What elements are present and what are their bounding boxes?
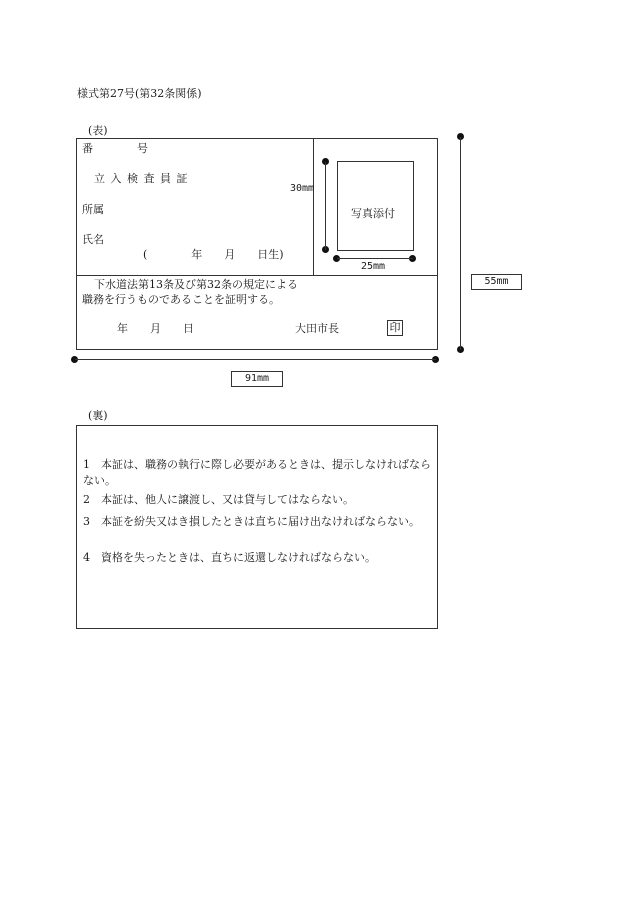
name-label: 氏名 bbox=[82, 233, 104, 246]
birthdate-line: ( 年 月 日生) bbox=[143, 248, 284, 261]
card-height-line bbox=[460, 137, 461, 350]
affiliation-label: 所属 bbox=[82, 203, 104, 216]
back-item-4: 4 資格を失ったときは、直ちに返還しなければならない。 bbox=[83, 551, 376, 564]
front-heading: (表) bbox=[88, 124, 108, 137]
photo-label: 写真添付 bbox=[351, 207, 395, 220]
photo-box bbox=[337, 161, 414, 251]
form-title: 様式第27号(第32条関係) bbox=[77, 87, 202, 100]
card-width-line bbox=[75, 359, 436, 360]
photo-height-line bbox=[325, 162, 326, 250]
card-title: 立 入 検 査 員 証 bbox=[94, 172, 189, 185]
photo-height-label: 30mm bbox=[290, 183, 315, 194]
card-height-label: 55mm bbox=[471, 274, 522, 290]
photo-width-line bbox=[337, 258, 413, 259]
issue-date-line: 年 月 日 bbox=[117, 322, 194, 335]
certification-line-1: 下水道法第13条及び第32条の規定による bbox=[94, 278, 298, 291]
number-label: 番 号 bbox=[82, 142, 148, 155]
card-width-label: 91mm bbox=[231, 371, 283, 387]
seal-mark: 印 bbox=[387, 320, 403, 336]
issuer-name: 大田市長 bbox=[295, 322, 339, 335]
photo-column-divider bbox=[313, 138, 314, 275]
front-card-divider bbox=[76, 275, 438, 276]
back-item-3: 3 本証を紛失又はき損したときは直ちに届け出なければならない。 bbox=[83, 515, 420, 528]
back-item-2: 2 本証は、他人に譲渡し、又は貸与してはならない。 bbox=[83, 493, 354, 506]
back-item-1: 1 本証は、職務の執行に際し必要があるときは、提示しなければならない。 bbox=[83, 458, 431, 487]
back-heading: (裏) bbox=[88, 409, 108, 422]
certification-line-2: 職務を行うものであることを証明する。 bbox=[82, 293, 280, 306]
photo-width-label: 25mm bbox=[361, 261, 386, 272]
